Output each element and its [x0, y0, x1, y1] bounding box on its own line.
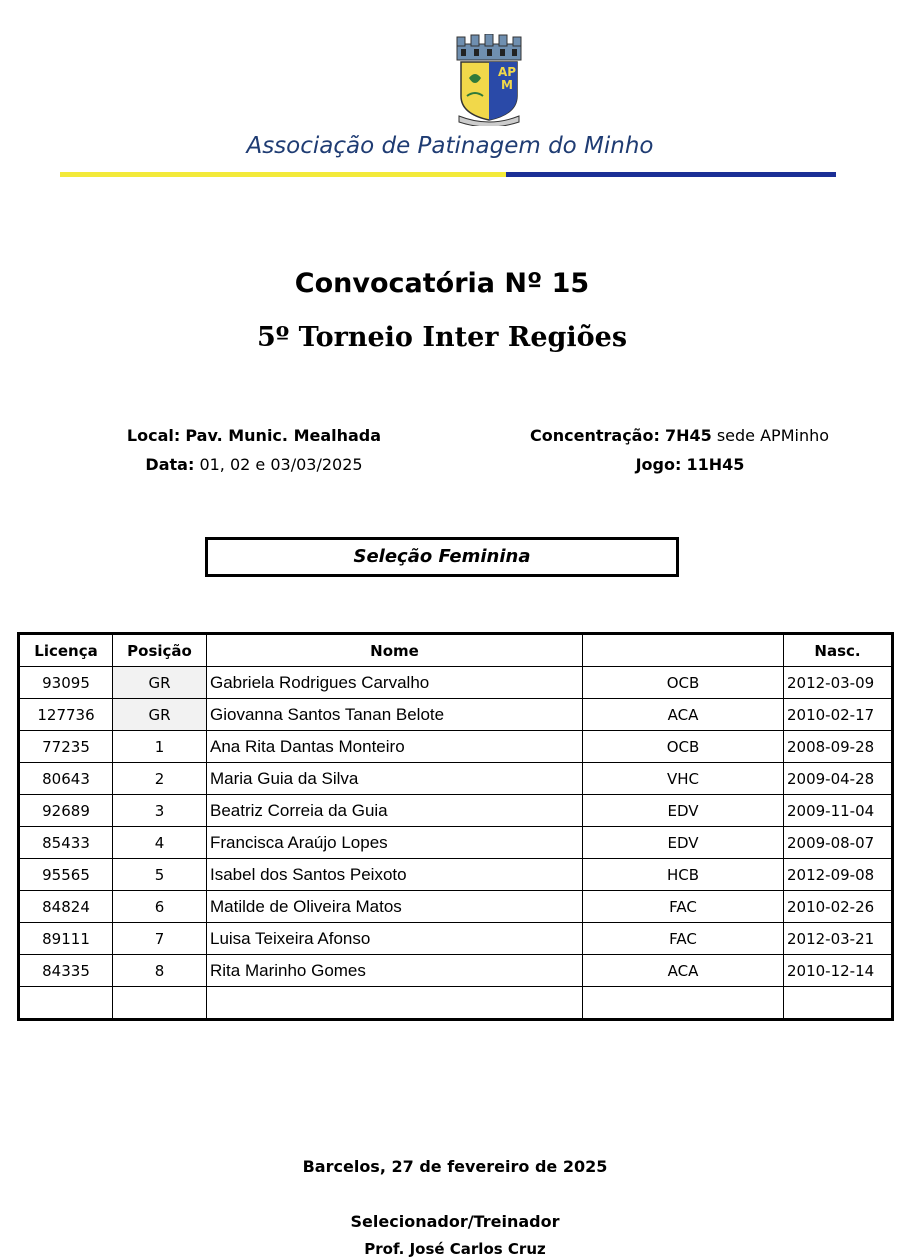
header-posicao: Posição — [113, 634, 207, 667]
table-row — [19, 827, 893, 859]
cell-nasc: 2012-09-08 — [784, 859, 893, 891]
cell-nasc: 2012-03-09 — [784, 667, 893, 699]
date-label: Data: — [145, 455, 195, 474]
cell-nome: Isabel dos Santos Peixoto — [207, 859, 583, 891]
header-rule-blue — [506, 172, 836, 177]
concentration-info — [530, 426, 829, 445]
table-row — [19, 859, 893, 891]
cell-clube: HCB — [583, 859, 784, 891]
header-licenca: Licença — [19, 634, 113, 667]
cell-nome: Beatriz Correia da Guia — [207, 795, 583, 827]
cell-licenca: 77235 — [19, 731, 113, 763]
cell-clube: ACA — [583, 955, 784, 987]
cell-nasc: 2009-08-07 — [784, 827, 893, 859]
cell-empty — [583, 987, 784, 1020]
cell-licenca: 127736 — [19, 699, 113, 731]
cell-empty — [19, 987, 113, 1020]
cell-licenca: 92689 — [19, 795, 113, 827]
cell-licenca: 89111 — [19, 923, 113, 955]
game-time: 11H45 — [686, 455, 745, 474]
cell-empty — [113, 987, 207, 1020]
table-row — [19, 667, 893, 699]
date-value: 01, 02 e 03/03/2025 — [199, 455, 363, 474]
date-info — [0, 455, 508, 474]
cell-nome: Francisca Araújo Lopes — [207, 827, 583, 859]
cell-nome: Maria Guia da Silva — [207, 763, 583, 795]
cell-clube: OCB — [583, 667, 784, 699]
cell-empty — [784, 987, 893, 1020]
local-info — [0, 426, 508, 445]
cell-posicao: 4 — [113, 827, 207, 859]
table-row — [19, 763, 893, 795]
table-header-row — [19, 634, 893, 667]
cell-posicao: 3 — [113, 795, 207, 827]
section-title: Seleção Feminina — [205, 537, 679, 577]
cell-licenca: 80643 — [19, 763, 113, 795]
logo-text: APM — [497, 65, 517, 92]
cell-clube: EDV — [583, 795, 784, 827]
cell-nome: Gabriela Rodrigues Carvalho — [207, 667, 583, 699]
cell-nasc: 2009-11-04 — [784, 795, 893, 827]
cell-posicao: 8 — [113, 955, 207, 987]
cell-nome: Rita Marinho Gomes — [207, 955, 583, 987]
cell-empty — [207, 987, 583, 1020]
cell-posicao: 6 — [113, 891, 207, 923]
game-info — [530, 455, 850, 474]
cell-nasc: 2010-12-14 — [784, 955, 893, 987]
header-nome: Nome — [207, 634, 583, 667]
organization-name: Associação de Patinagem do Minho — [246, 133, 654, 159]
table-row — [19, 731, 893, 763]
cell-clube: VHC — [583, 763, 784, 795]
table-row — [19, 891, 893, 923]
header-nasc: Nasc. — [784, 634, 893, 667]
table-row-empty — [19, 987, 893, 1020]
cell-clube: ACA — [583, 699, 784, 731]
cell-licenca: 95565 — [19, 859, 113, 891]
cell-nasc: 2012-03-21 — [784, 923, 893, 955]
concentration-label: Concentração: — [530, 426, 660, 445]
header-rule-yellow — [60, 172, 506, 177]
cell-licenca: 84335 — [19, 955, 113, 987]
table-row — [19, 795, 893, 827]
local-value: Pav. Munic. Mealhada — [185, 426, 382, 445]
cell-nome: Ana Rita Dantas Monteiro — [207, 731, 583, 763]
cell-posicao: 1 — [113, 731, 207, 763]
game-label: Jogo: — [635, 455, 682, 474]
cell-nasc: 2010-02-17 — [784, 699, 893, 731]
cell-licenca: 85433 — [19, 827, 113, 859]
cell-nasc: 2010-02-26 — [784, 891, 893, 923]
header-clube — [583, 634, 784, 667]
cell-clube: FAC — [583, 891, 784, 923]
concentration-time: 7H45 — [664, 426, 712, 445]
table-row — [19, 923, 893, 955]
concentration-place: sede APMinho — [716, 426, 830, 445]
table-row — [19, 955, 893, 987]
place-date: Barcelos, 27 de fevereiro de 2025 — [302, 1157, 608, 1176]
cell-posicao: 5 — [113, 859, 207, 891]
page-subtitle: 5º Torneio Inter Regiões — [256, 322, 628, 353]
cell-nome: Luisa Teixeira Afonso — [207, 923, 583, 955]
cell-licenca: 84824 — [19, 891, 113, 923]
page-title: Convocatória Nº 15 — [294, 268, 590, 299]
signatory-role: Selecionador/Treinador — [350, 1212, 560, 1231]
cell-nome: Matilde de Oliveira Matos — [207, 891, 583, 923]
cell-posicao: GR — [113, 699, 207, 731]
cell-posicao: 2 — [113, 763, 207, 795]
signatory-name: Prof. José Carlos Cruz — [364, 1240, 546, 1258]
cell-posicao: GR — [113, 667, 207, 699]
table-row — [19, 699, 893, 731]
cell-nasc: 2009-04-28 — [784, 763, 893, 795]
cell-clube: FAC — [583, 923, 784, 955]
cell-licenca: 93095 — [19, 667, 113, 699]
cell-clube: OCB — [583, 731, 784, 763]
cell-nasc: 2008-09-28 — [784, 731, 893, 763]
roster-table — [17, 632, 894, 1021]
cell-clube: EDV — [583, 827, 784, 859]
local-label: Local: — [126, 426, 181, 445]
cell-nome: Giovanna Santos Tanan Belote — [207, 699, 583, 731]
cell-posicao: 7 — [113, 923, 207, 955]
